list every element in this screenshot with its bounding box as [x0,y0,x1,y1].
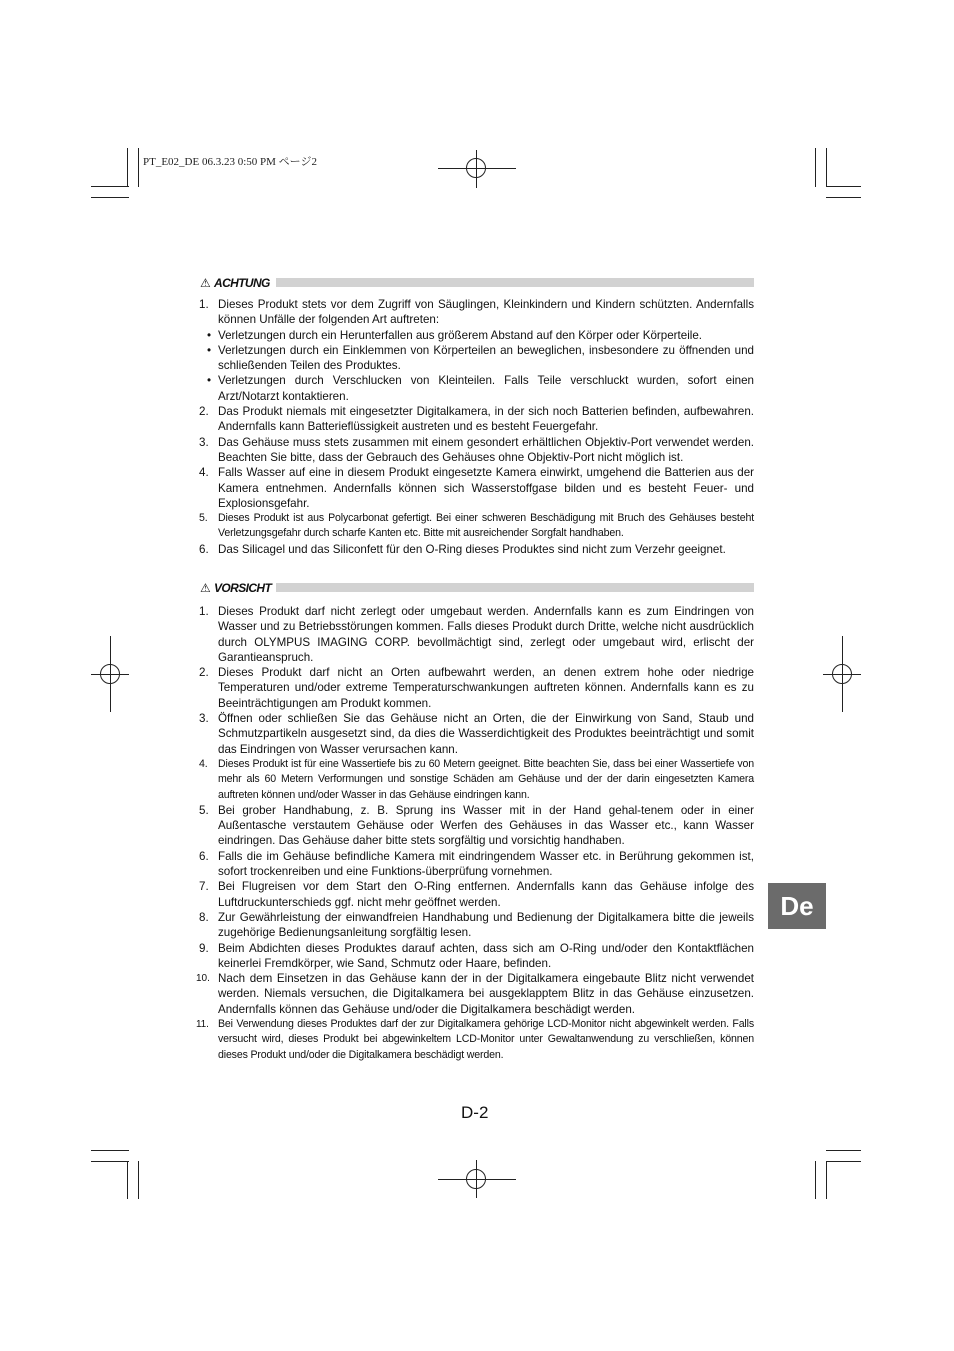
list-item: 2. Dieses Produkt darf nicht an Orten aufbewahrt werden, an denen extrem hohe oder niedrige Temperaturen und/oder extreme Temperaturschwankungen auftreten können. Andernfalls kann es zu Beeinträchtigungen am Produkt kommen. [199,666,754,710]
list-item: 6. Falls die im Gehäuse befindliche Kamera mit eindringendem Wasser etc. in Berührung gekommen ist, sofort trockenreiben und eine Funktions-überprüfung vornehmen. [199,849,754,879]
vorsicht-title: VORSICHT [214,581,272,595]
heading-bar [276,583,754,592]
list-item: 7. Bei Flugreisen vor dem Start den O-Ring entfernen. Andernfalls kann das Gehäuse infolge des Luftdruckunterschieds ggf. nicht mehr geöffnet werden. [199,880,754,909]
list-item: 3. Das Gehäuse muss stets zusammen mit einem gesondert erhältlichen Objektiv-Port verwendet werden. Beachten Sie bitte, dass der Gebrauch des Gehäuses ohne Objektiv-Port nicht möglich ist. [199,435,754,464]
list-item: 1. Dieses Produkt darf nicht zerlegt oder umgebaut werden. Andernfalls kann es zum Eindringen von Wasser und zu Betriebsstörungen kommen. Falls dieses Produkt durch Dritte, welche nicht ausdrücklich durch OLYMPUS IMAGING CORP. bevollmächtigt sind, zerlegt oder umgebaut wird, erlischt der Garantieanspruch. [199,605,754,664]
warning-triangle-icon: ⚠ [200,276,211,290]
list-item: 4. Dieses Produkt ist für eine Wassertiefe bis zu 60 Metern geeignet. Bitte beachten Sie, dass bei einer Wassertiefe von mehr als 60 Metern Verformungen und sonstige Schäden am Gehäuse und der der darin eingesetzten Kamera auftreten können und/oder Wasser in das Gehäuse eindringen kann. [199,757,754,801]
list-item: • Verletzungen durch ein Herunterfallen aus größerem Abstand auf den Körper oder Körperteile. [207,328,703,342]
language-tab: De [768,883,826,929]
list-item: 1. Dieses Produkt stets vor dem Zugriff von Säuglingen, Kleinkindern und Kindern schützten. Andernfalls können Unfälle der folgenden Art auftreten: [199,298,754,327]
page-number: D-2 [461,1103,489,1122]
list-item: 9. Beim Abdichten dieses Produktes darauf achten, dass sich am O-Ring und/oder den Kontaktflächen keinerlei Fremdkörper, wie Sand, Schmutz oder Haare, befinden. [199,941,754,970]
list-item: 6. Das Silicagel und das Siliconfett für den O-Ring dieses Produktes sind nicht zum Verzehr geeignet. [199,542,726,556]
list-item: 3. Öffnen oder schließen Sie das Gehäuse nicht an Orten, die der Einwirkung von Sand, Staub und Schmutzpartikeln ausgesetzt sind, da dies die Wasserdichtigkeit des Produktes beeinträchtigt und somit das Eindringen von Wasser verursachen kann. [199,712,754,756]
list-item: 4. Falls Wasser auf eine in diesem Produkt eingesetzte Kamera einwirkt, umgehend die Batterien aus der Kamera entnehmen. Andernfalls können sich Wasserstoffgase bilden und es besteht Feuer- und Explosionsgefahr. [199,466,754,510]
list-item: 5. Dieses Produkt ist aus Polycarbonat gefertigt. Bei einer schweren Beschädigung mit Bruch des Gehäuses besteht Verletzungsgefahr durch scharfe Kanten etc. Bitte mit ausreichender Sorgfalt handhaben. [199,512,754,540]
vorsicht-list [196,604,754,1063]
achtung-title: ACHTUNG [214,276,270,290]
heading-bar [276,278,754,287]
list-item: 10. Nach dem Einsetzen in das Gehäuse kann der in der Digitalkamera eingebaute Blitz nicht verwendet werden. Niemals versuchen, die Digitalkamera bei ausgeklapptem Blitz in das Gehäuse einzusetzen. Andernfalls können das Gehäuse und/oder die Digitalkamera beschädigt werden. [196,972,754,1016]
print-slug: PT_E02_DE 06.3.23 0:50 PM ページ2 [143,156,317,168]
list-item: • Verletzungen durch Verschlucken von Kleinteilen. Falls Teile verschluckt wurden, sofort einen Arzt/Notarzt kontaktieren. [207,374,754,403]
list-item: 11. Bei Verwendung dieses Produktes darf der zur Digitalkamera gehörige LCD-Monitor nicht abgewinkelt werden. Falls versucht wird, dieses Produkt bei abgewinkeltem LCD-Monitor unter Gewaltanwendung zu verschließen, können dieses Produkt und/oder die Digitalkamera beschädigt werden. [196,1018,754,1061]
list-item: • Verletzungen durch ein Einklemmen von Körperteilen an beweglichen, insbesondere zu öffnenden und schließenden Teilen des Produktes. [207,343,754,373]
achtung-heading [200,277,754,291]
list-item: 5. Bei grober Handhabung, z. B. Sprung ins Wasser mit in der Hand gehal-tenem oder in einer Außentasche verstautem Gehäuse oder Werfen des Gehäuses in das Wasser etc., kann Wasser eindringen. Das Gehäuse daher bitte stets sorgfältig und vorsichtig handhaben. [199,803,754,848]
achtung-list [196,297,754,557]
warning-triangle-icon: ⚠ [200,581,211,595]
list-item: 2. Das Produkt niemals mit eingesetzter Digitalkamera, in der sich noch Batterien befinden, aufbewahren. Andernfalls kann Batterieflüssigkeit austreten und es besteht Feuergefahr. [199,405,754,434]
list-item: 8. Zur Gewährleistung der einwandfreien Handhabung und Bedienung der Digitalkamera bitte die jeweils zugehörige Bedienungsanleitung sorgfältig lesen. [199,910,754,940]
vorsicht-heading [200,582,754,596]
